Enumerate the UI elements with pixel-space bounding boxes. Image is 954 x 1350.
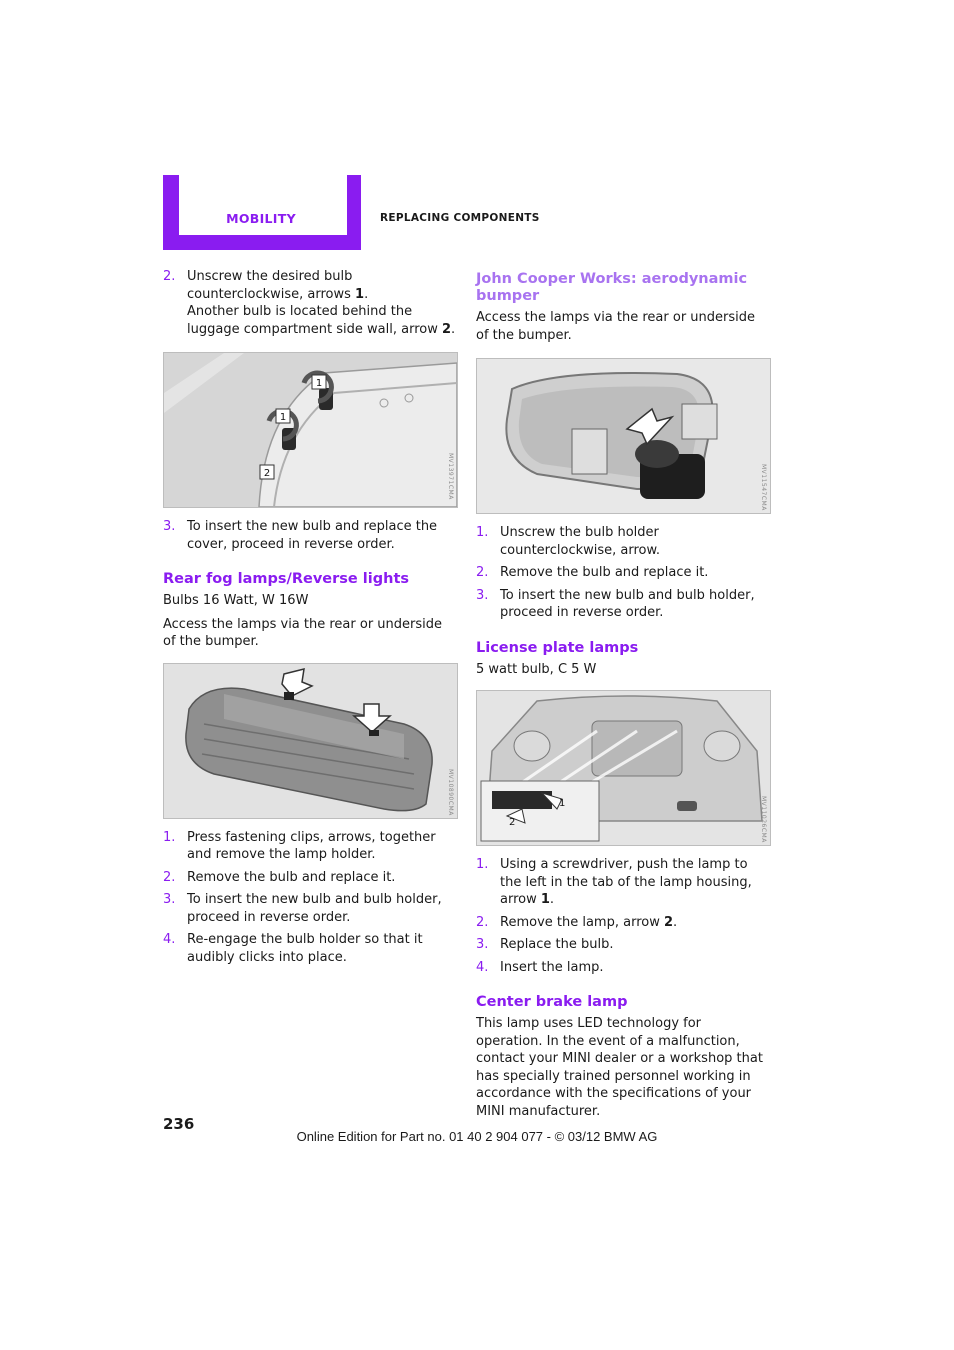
- step-text: To insert the new bulb and bulb holder, proceed in reverse order.: [500, 587, 755, 620]
- license-bulb: 5 watt bulb, C 5 W: [476, 661, 597, 677]
- step-text: Insert the lamp.: [500, 959, 604, 975]
- step-number: 1.: [476, 857, 489, 872]
- figure-code: MV11026CMA: [760, 796, 767, 843]
- arrow-label: 2: [441, 321, 452, 337]
- step-number: 2.: [476, 914, 489, 930]
- step-number: 4.: [476, 959, 489, 975]
- step-number: 1.: [163, 829, 176, 845]
- list-item: [163, 931, 458, 966]
- license-steps-list: [476, 856, 771, 976]
- step-text: Remove the lamp, arrow: [500, 914, 664, 930]
- step-text: Press fastening clips, arrows, together and remove the lamp holder.: [187, 829, 436, 862]
- step-text: Remove the bulb and replace it.: [500, 565, 709, 580]
- license-heading: License plate lamps: [476, 639, 639, 656]
- step-text: Unscrew the bulb holder counterclockwise, arrow.: [500, 525, 661, 558]
- edition-footer: Online Edition for Part no. 01 40 2 904 077 - © 03/12 BMW AG: [296, 1129, 658, 1144]
- svg-text:1: 1: [279, 412, 287, 423]
- figure-code: MV11547CMA: [760, 464, 767, 511]
- svg-text:2: 2: [509, 817, 516, 828]
- arrow-label: 2: [663, 914, 674, 930]
- step-number: 3.: [163, 892, 176, 907]
- step-number: 3.: [163, 519, 176, 534]
- figure-jcw-bumper: [476, 358, 771, 514]
- jcw-steps-list: [476, 524, 771, 622]
- step-text: To insert the new bulb and bulb holder, proceed in reverse order.: [187, 892, 442, 925]
- figure-license-lamp: [476, 690, 771, 846]
- fog-heading: Rear fog lamps/Reverse lights: [163, 571, 410, 587]
- fog-access: Access the lamps via the rear or underside of the bumper.: [163, 616, 443, 649]
- list-item: [476, 524, 771, 559]
- list-item: [163, 518, 458, 553]
- left-column: [163, 268, 458, 971]
- page-number: 236: [163, 1115, 195, 1133]
- step-text: Remove the bulb and replace it.: [187, 869, 396, 885]
- fog-lamp-illustration: [164, 664, 457, 818]
- svg-text:2: 2: [263, 468, 271, 479]
- section-label: REPLACING COMPONENTS: [380, 212, 540, 224]
- figure-fog-lamp: [163, 663, 458, 819]
- license-lamp-illustration: [477, 691, 770, 845]
- fog-bulbs: Bulbs 16 Watt, W 16W: [163, 593, 309, 608]
- bulb-steps-list: [163, 268, 458, 338]
- fog-steps-list: [163, 829, 458, 967]
- list-item: [163, 829, 458, 864]
- list-item: 2. Unscrew the desired bulb counterclockwise, arrows 1. Another bulb is located behind the luggage compartment side wall, arrow 2.: [163, 269, 456, 337]
- brake-text: This lamp uses LED technology for operation. In the event of a malfunction, contact your MINI dealer or a workshop that has specially trained personnel working in accordance with the specifications of your MINI manufacturer.: [476, 1016, 763, 1119]
- step-number: 4.: [163, 932, 176, 947]
- jcw-heading: John Cooper Works: aerodynamic bumper: [476, 271, 748, 304]
- step-text: Replace the bulb.: [500, 937, 614, 952]
- arrow-label: 1: [540, 892, 550, 907]
- step-extra-text: Another bulb is located behind the luggage compartment side wall, arrow: [187, 304, 442, 337]
- list-item: [476, 936, 771, 954]
- arrow-label: 1: [355, 286, 365, 302]
- figure-code: MV10890CMA: [447, 768, 454, 816]
- jcw-bumper-illustration: [477, 359, 770, 513]
- list-item: [163, 869, 458, 887]
- list-item: 1. Using a screwdriver, push the lamp to the left in the tab of the lamp housing, arrow 1.: [476, 857, 752, 907]
- chapter-tab-inner: [179, 175, 347, 235]
- step-text: Using a screwdriver, push the lamp to the left in the tab of the lamp housing, arrow: [500, 857, 752, 907]
- right-column: [476, 268, 771, 1126]
- chapter-tab-label[interactable]: MOBILITY: [226, 211, 296, 226]
- step-number: 2.: [163, 269, 176, 284]
- brake-heading: Center brake lamp: [476, 994, 628, 1010]
- list-item: [476, 959, 771, 977]
- step-number: 3.: [476, 937, 489, 952]
- jcw-access: Access the lamps via the rear or underside of the bumper.: [476, 310, 756, 343]
- step-text: Re-engage the bulb holder so that it audibly clicks into place.: [187, 932, 423, 965]
- step-number: 3.: [476, 587, 489, 603]
- list-item: [476, 564, 771, 582]
- step-number: 1.: [476, 525, 489, 540]
- svg-text:1: 1: [559, 798, 566, 809]
- step-number: 2.: [163, 869, 176, 885]
- step-text: Unscrew the desired bulb counterclockwise, arrows: [187, 269, 356, 302]
- luggage-bulbs-illustration: [164, 353, 457, 507]
- svg-text:1: 1: [315, 378, 323, 389]
- list-item: 2. Remove the lamp, arrow 2.: [476, 914, 678, 930]
- list-item: [163, 891, 458, 926]
- bulb-steps-list-2: [163, 518, 458, 553]
- figure-code: MV13971CMA: [447, 453, 454, 500]
- list-item: [476, 587, 771, 622]
- step-number: 2.: [476, 565, 489, 580]
- figure-luggage-bulbs: [163, 352, 458, 508]
- step-text: To insert the new bulb and replace the cover, proceed in reverse order.: [187, 519, 438, 552]
- chapter-tab: [163, 175, 361, 250]
